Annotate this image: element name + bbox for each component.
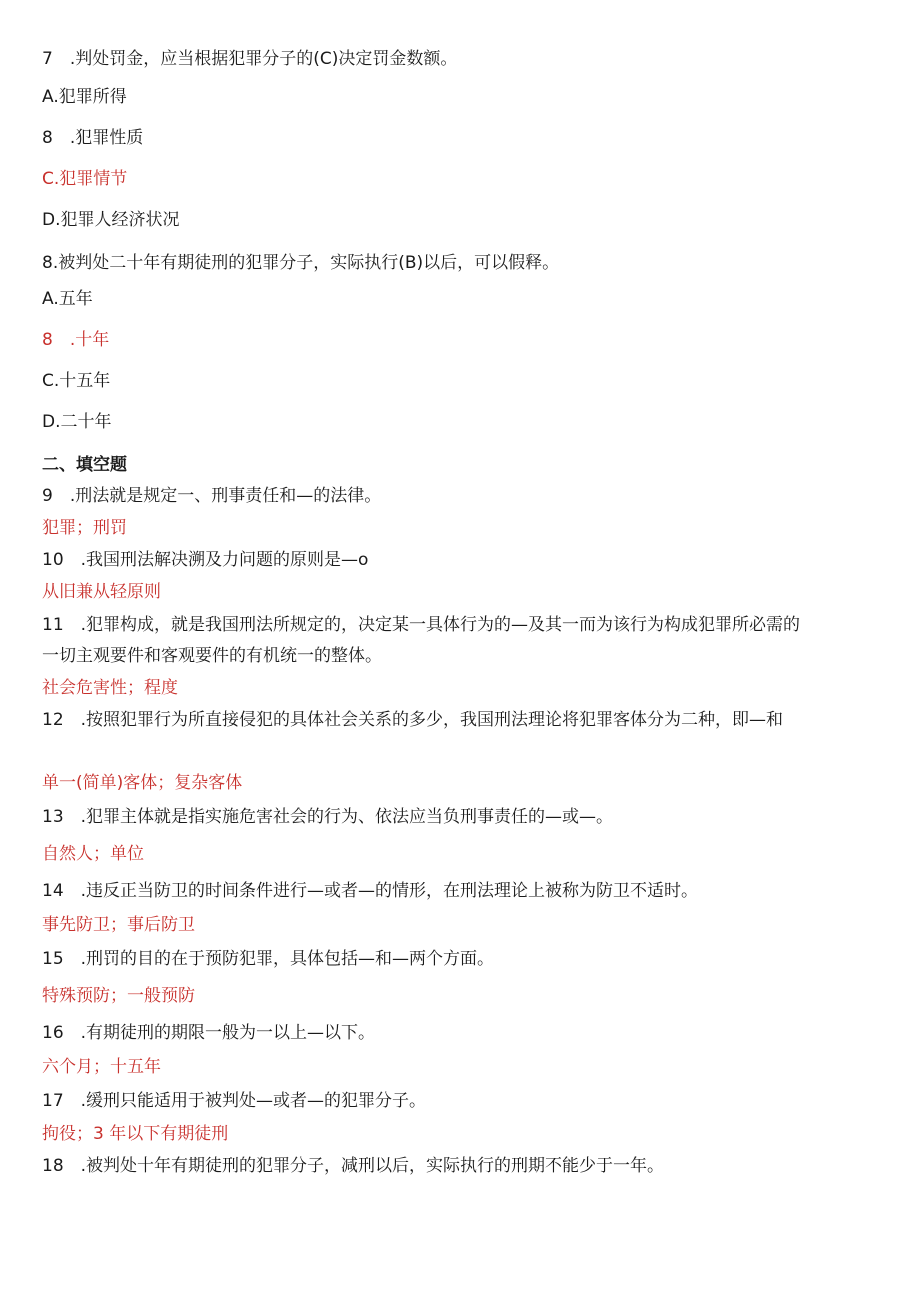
- question-14: 14 .违反正当防卫的时间条件进行—或者—的情形，在刑法理论上被称为防卫不适时。: [42, 881, 699, 901]
- section-heading-fill-in: 二、填空题: [42, 455, 127, 475]
- question-11-continued: 一切主观要件和客观要件的有机统一的整体。: [42, 646, 382, 666]
- question-7: 7 .判处罚金，应当根据犯罪分子的(C)决定罚金数额。: [42, 49, 458, 69]
- option-c-fifteen-years: C.十五年: [42, 371, 111, 391]
- option-a-crime-proceeds: A.犯罪所得: [42, 87, 127, 107]
- question-15: 15 .刑罚的目的在于预防犯罪，具体包括—和—两个方面。: [42, 949, 495, 969]
- question-17: 17 .缓刑只能适用于被判处—或者—的犯罪分子。: [42, 1091, 427, 1111]
- question-11: 11 .犯罪构成，就是我国刑法所规定的，决定某一具体行为的—及其一而为该行为构成犯罪所必需的: [42, 615, 801, 635]
- answer-17: 拘役；3 年以下有期徒刑: [42, 1124, 229, 1144]
- question-13: 13 .犯罪主体就是指实施危害社会的行为、依法应当负刑事责任的—或—。: [42, 807, 614, 827]
- answer-14: 事先防卫；事后防卫: [42, 915, 195, 935]
- answer-13: 自然人；单位: [42, 844, 144, 864]
- question-16: 16 .有期徒刑的期限一般为一以上—以下。: [42, 1023, 376, 1043]
- answer-9: 犯罪；刑罚: [42, 518, 127, 538]
- question-12: 12 .按照犯罪行为所直接侵犯的具体社会关系的多少，我国刑法理论将犯罪客体分为二种，即—和: [42, 710, 784, 730]
- option-c-crime-circumstances-answer: C.犯罪情节: [42, 169, 128, 189]
- question-18: 18 .被判处十年有期徒刑的犯罪分子，减刑以后，实际执行的刑期不能少于一年。: [42, 1156, 665, 1176]
- question-10: 10 .我国刑法解决溯及力问题的原则是—o: [42, 550, 369, 570]
- option-d-economic-status: D.犯罪人经济状况: [42, 210, 180, 230]
- answer-16: 六个月；十五年: [42, 1057, 161, 1077]
- option-b-ten-years-answer: 8 .十年: [42, 330, 110, 350]
- answer-11: 社会危害性；程度: [42, 678, 178, 698]
- option-b-crime-nature: 8 .犯罪性质: [42, 128, 144, 148]
- question-8: 8.被判处二十年有期徒刑的犯罪分子，实际执行(B)以后，可以假释。: [42, 253, 560, 273]
- question-9: 9 .刑法就是规定一、刑事责任和—的法律。: [42, 486, 382, 506]
- option-a-five-years: A.五年: [42, 289, 93, 309]
- answer-15: 特殊预防；一般预防: [42, 986, 195, 1006]
- answer-12: 单一(简单)客体；复杂客体: [42, 773, 243, 793]
- answer-10: 从旧兼从轻原则: [42, 582, 161, 602]
- option-d-twenty-years: D.二十年: [42, 412, 112, 432]
